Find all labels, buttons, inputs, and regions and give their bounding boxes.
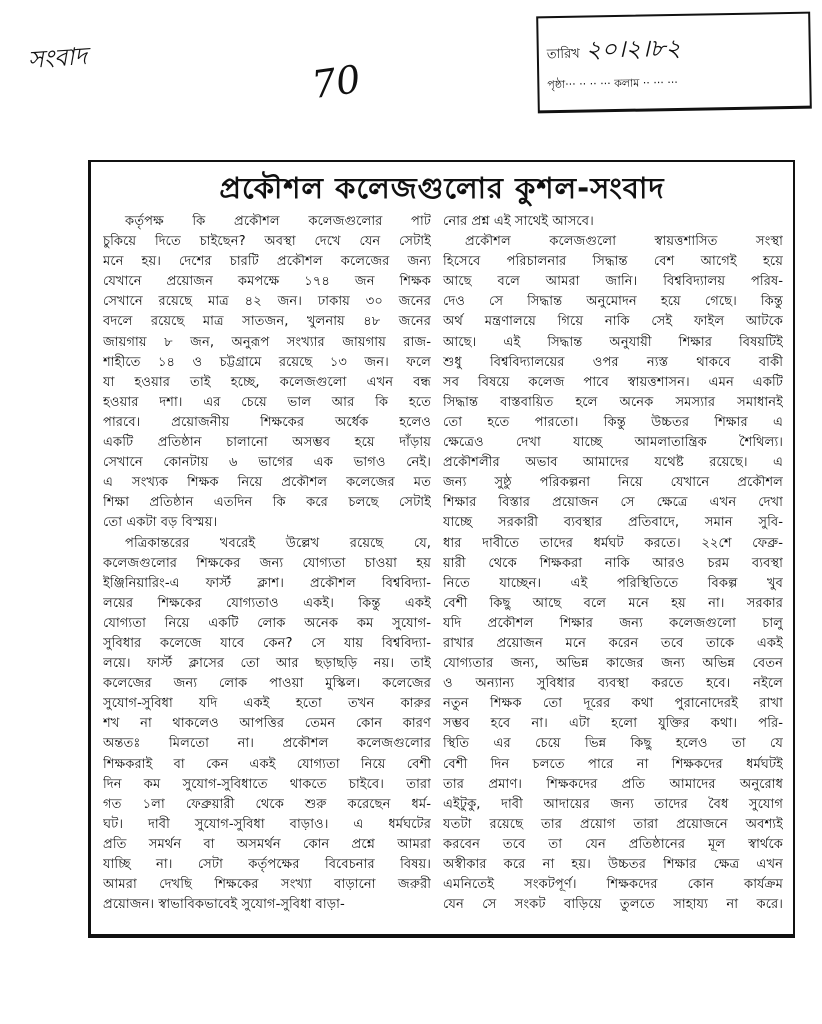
article-line: যেন সে সংকট বাড়িয়ে তুলতে সাহায্য না করে। — [443, 897, 783, 913]
article-line: ক্ষেত্রেও দেখা যাচ্ছে আমলাতান্ত্রিক শৈথিল্য। — [443, 435, 783, 451]
page-column-row — [547, 74, 678, 95]
article-line: এইটুকু, দাবী আদায়ের জন্য তাদের বৈধ সুযোগ — [443, 796, 783, 812]
article-line: মনে হয়। দেশের চারটি প্রকৌশল কলেজের জন্য — [103, 254, 431, 270]
article-line: আছে। এই সিদ্ধান্ত অনুযায়ী শিক্ষার বিষয়টিই — [443, 334, 783, 350]
article-line: বদলে রয়েছে মাত্র সাতজন, খুলনায় ৪৮ জনের — [103, 314, 431, 330]
article-line: শুধু বিশ্ববিদ্যালয়ের ওপর ন্যস্ত থাকবে বাকী — [443, 354, 783, 370]
article-line: আমরা দেখছি শিক্ষকের সংখ্যা বাড়ানো জরুরী — [103, 877, 431, 893]
article-line: সুযোগ-সুবিধা যদি একই হতো তখন কারুর — [103, 696, 431, 712]
date-stamp — [536, 12, 812, 114]
article-line: সেখানে কোনটায় ৬ ভাগের এক ভাগও নেই। — [103, 455, 431, 471]
article-line: যোগ্যতার জন্য, অভিন্ন কাজের জন্য অভিন্ন বেতন — [443, 656, 783, 672]
article-line: দেও সে সিদ্ধান্ত অনুমোদন হয়ে গেছে। কিন্তু — [443, 294, 783, 310]
article-line: কলেজগুলোর শিক্ষকের জন্য যোগ্যতা চাওয়া হয় — [103, 555, 431, 571]
article-line: দিন কম সুযোগ-সুবিধাতে থাকতে চাইবে। তারা — [103, 776, 431, 792]
article-line: হওয়ার দশা। এর চেয়ে ভাল আর কি হতে — [103, 394, 431, 410]
article-line: অস্বীকার করে না হয়। উচ্চতর শিক্ষার ক্ষেত্র এখন — [443, 857, 783, 872]
article-line: এমনিতেই সংকটপূর্ণ। শিক্ষকদের কোন কার্যক্রম — [443, 877, 783, 893]
article-line: অর্থ মন্ত্রণালয়ে গিয়ে নাকি সেই ফাইল আটকে — [443, 314, 783, 330]
handwritten-page-mark: 70 — [309, 56, 364, 108]
article-line: চুকিয়ে দিতে চাইছেন? অবস্থা দেখে যেন সেটাই — [103, 234, 431, 250]
article-column-left — [103, 212, 431, 915]
page-label: পৃষ্ঠা··· ·· ·· ··· — [547, 77, 611, 92]
article-line: তো হতে পারতো। কিন্তু উচ্চতর শিক্ষার এ — [443, 414, 783, 430]
article-line: লয়ের শিক্ষকের যোগ্যতাও একই। কিন্তু একই — [103, 595, 431, 611]
article-line: নোর প্রশ্ন এই সাথেই আসবে। — [443, 214, 594, 229]
article-line: সম্ভব হবে না। এটা হলো যুক্তির কথা। পরি- — [443, 716, 783, 732]
date-label: তারিখ — [546, 46, 580, 63]
article-line: যদি প্রকৌশল শিক্ষার জন্য কলেজগুলো চালু — [443, 615, 783, 631]
article-line: যা হওয়ার তাই হচ্ছে, কলেজগুলো এখন বন্ধ — [103, 374, 431, 390]
article-line: ঘট। দাবী সুযোগ-সুবিধা বাড়াও। এ ধর্মঘটের — [103, 816, 431, 832]
article-line: জায়গায় ৮ জন, অনুরূপ সংখ্যার জায়গায় রাজ- — [103, 334, 431, 350]
article-line: তার প্রমাণ। শিক্ষকদের প্রতি আমাদের অনুরোধ — [443, 776, 783, 792]
article-line: সুবিধার কলেজে যাবে কেন? সে যায় বিশ্ববিদ্যা- — [103, 635, 431, 651]
article-line: হিসেবে পরিচালনার সিদ্ধান্ত বেশ আগেই হয়ে — [443, 254, 783, 270]
article-line: গত ১লা ফেব্রুয়ারী থেকে শুরু করেছেন ধর্ম- — [103, 796, 431, 812]
date-value: ২০।২।৮২ — [585, 33, 682, 64]
article-line: নতুন শিক্ষক তো দূরের কথা পুরানোদেরই রাখা — [443, 696, 783, 712]
article-line: বেশী দিন চলতে পারে না শিক্ষকদের ধর্মঘটই — [443, 756, 783, 772]
article-line: শিক্ষার বিস্তার প্রয়োজন সে ক্ষেত্রে এখন দেখা — [443, 495, 783, 511]
article-line: লয়ে। ফার্স্ট ক্লাসের তো আর ছড়াছড়ি নয়। তাই — [103, 656, 431, 672]
article-line: এ সংখ্যক শিক্ষক নিয়ে প্রকৌশল কলেজের মত — [103, 475, 431, 491]
article-line: প্রকৌশল কলেজগুলো স্বায়ত্তশাসিত সংস্থা — [465, 234, 783, 250]
article-clipping — [88, 160, 795, 938]
article-line: রাখার প্রয়োজন মনে করেন তবে তাকে একই — [443, 635, 783, 651]
article-line: আছে বলে আমরা জানি। বিশ্ববিদ্যালয় পরিষ- — [443, 274, 783, 290]
article-line: স্থিতি এর চেয়ে ভিন্ন কিছু হলেও তা যে — [443, 736, 783, 752]
article-line: ধার দাবীতে তাদের ধর্মঘট করতে। ২২শে ফেব্রু- — [443, 535, 783, 551]
column-label: কলাম ·· ··· ··· — [614, 75, 678, 91]
article-line: ও অন্যান্য সুবিধার ব্যবস্থা করতে হবে। নইলে — [443, 676, 783, 692]
article-line: য়ারী থেকে শিক্ষকরা নাকি আরও চরম ব্যবস্থা — [443, 555, 783, 571]
article-line: সব বিষয়ে কলেজ পাবে স্বায়ত্তশাসন। এমন একটি — [443, 374, 783, 390]
article-line: প্রয়োজন। স্বাভাবিকভাবেই সুযোগ-সুবিধা বাড়া- — [103, 897, 345, 913]
article-line: শখ না থাকলেও আপত্তির তেমন কোন কারণ — [103, 716, 431, 732]
article-line: প্রকৌশলীর অভাব আমাদের যথেষ্ট রয়েছে। এ — [443, 455, 783, 471]
article-line: নিতে যাচ্ছেন। এই পরিস্থিতিতে বিকল্প খুব — [443, 575, 783, 591]
article-line: যেখানে প্রয়োজন কমপক্ষে ১৭৪ জন শিক্ষক — [103, 274, 431, 290]
article-line: যাচ্ছে সরকারী ব্যবস্থার প্রতিবাদে, সমান সুবি- — [443, 515, 783, 531]
article-line: পারবে। প্রয়োজনীয় শিক্ষকের অর্ধেক হলেও — [103, 414, 431, 430]
article-line: করবেন তবে তা যেন প্রতিষ্ঠানের মূল স্বার্থকে — [443, 836, 783, 852]
article-line: সিদ্ধান্ত বাস্তবায়িত হলে অনেক সমস্যার সমাধানই — [443, 394, 783, 410]
article-line: তো একটা বড় বিস্ময়। — [103, 515, 218, 531]
article-line: কর্তৃপক্ষ কি প্রকৌশল কলেজগুলোর পাট — [125, 214, 431, 229]
article-line: শাহীতে ১৪ ও চট্টগ্রামে রয়েছে ১৩ জন। ফলে — [103, 354, 431, 370]
article-line: যাচ্ছি না। সেটা কর্তৃপক্ষের বিবেচনার বিষয়। — [103, 857, 431, 872]
article-line: যোগ্যতা নিয়ে একটি লোক অনেক কম সুযোগ- — [103, 615, 431, 631]
article-line: শিক্ষা প্রতিষ্ঠান এতদিন কি করে চলছে সেটাই — [103, 495, 431, 511]
article-line: অন্ততঃ মিলতো না। প্রকৌশল কলেজগুলোর — [103, 736, 431, 752]
article-line: পত্রিকান্তরের খবরেই উল্লেখ রয়েছে যে, — [125, 535, 431, 551]
article-line: জন্য সুষ্ঠু পরিকল্পনা নিয়ে যেখানে প্রকৌশল — [443, 475, 783, 491]
article-line: যতটা রয়েছে তার প্রয়োগ তারা প্রয়োজনে অবশ্যই — [443, 816, 783, 832]
article-line: একটি প্রতিষ্ঠান চালানো অসম্ভব হয়ে দাঁড়ায় — [103, 435, 431, 451]
article-headline: প্রকৌশল কলেজগুলোর কুশল-সংবাদ — [219, 171, 665, 205]
article-line: বেশী কিছু আছে বলে মনে হয় না। সরকার — [443, 595, 783, 611]
article-line: প্রতি সমর্থন বা অসমর্থন কোন প্রশ্নে আমরা — [103, 836, 431, 852]
handwritten-newspaper-name: সংবাদ — [26, 41, 88, 75]
article-line: শিক্ষকরাই বা কেন একই যোগ্যতা নিয়ে বেশী — [103, 756, 431, 772]
article-line: সেখানে রয়েছে মাত্র ৪২ জন। ঢাকায় ৩০ জনের — [103, 294, 431, 310]
article-column-right — [443, 212, 783, 915]
date-row — [546, 30, 681, 72]
article-line: ইঞ্জিনিয়ারিং-এ ফার্স্ট ক্লাশ। প্রকৌশল বিশ্ববিদ্যা- — [103, 575, 431, 591]
article-line: কলেজের জন্য লোক পাওয়া মুস্কিল। কলেজের — [103, 676, 431, 692]
